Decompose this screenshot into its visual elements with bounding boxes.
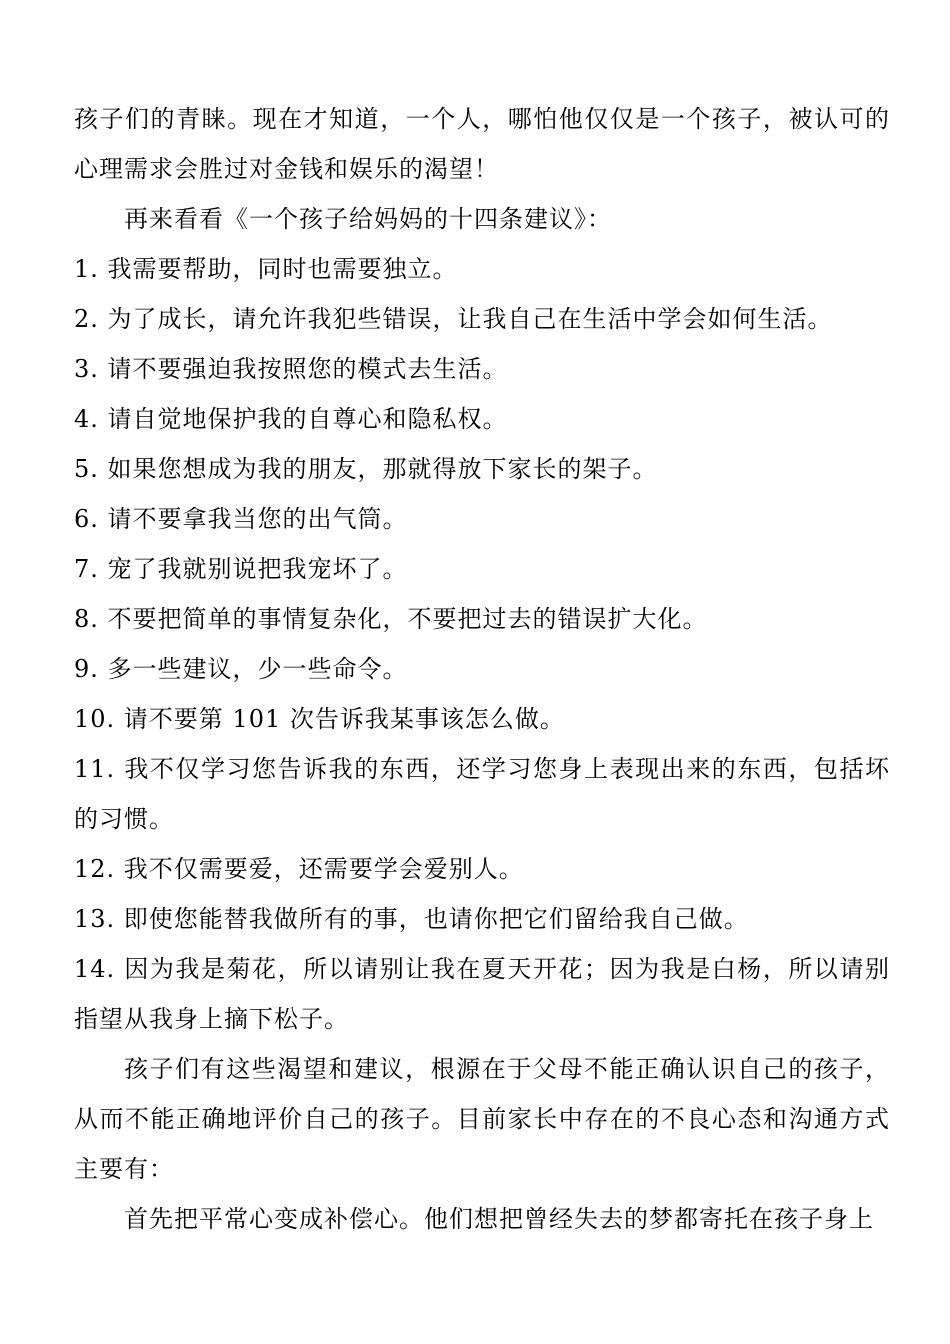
intro-paragraph: 孩子们的青睐。现在才知道，一个人，哪怕他仅仅是一个孩子，被认可的心理需求会胜过对金钱和娱乐的渴望！ xyxy=(74,105,890,183)
list-item: 3. 请不要强迫我按照您的模式去生活。 xyxy=(74,355,508,383)
list-item: 12. 我不仅需要爱，还需要学会爱别人。 xyxy=(74,855,524,883)
first-point-paragraph: 首先把平常心变成补偿心。他们想把曾经失去的梦都寄托在孩子身上 xyxy=(124,1205,874,1233)
list-item: 10. 请不要第 101 次告诉我某事该怎么做。 xyxy=(74,705,565,733)
suggestions-heading: 再来看看《一个孩子给妈妈的十四条建议》： xyxy=(124,205,612,233)
list-item: 1. 我需要帮助，同时也需要独立。 xyxy=(74,255,458,283)
list-item: 4. 请自觉地保护我的自尊心和隐私权。 xyxy=(74,405,508,433)
list-item: 13. 即使您能替我做所有的事，也请你把它们留给我自己做。 xyxy=(74,905,749,933)
conclusion-paragraph: 孩子们有这些渴望和建议，根源在于父母不能正确认识自己的孩子，从而不能正确地评价自己的孩子。目前家长中存在的不良心态和沟通方式主要有： xyxy=(74,1055,890,1183)
list-item: 8. 不要把简单的事情复杂化，不要把过去的错误扩大化。 xyxy=(74,605,708,633)
list-item: 11. 我不仅学习您告诉我的东西，还学习您身上表现出来的东西，包括坏的习惯。 xyxy=(74,755,890,833)
document-body xyxy=(74,94,890,1244)
suggestions-list xyxy=(74,244,890,1044)
list-item: 9. 多一些建议，少一些命令。 xyxy=(74,655,408,683)
list-item: 6. 请不要拿我当您的出气筒。 xyxy=(74,505,408,533)
list-item: 14. 因为我是菊花，所以请别让我在夏天开花；因为我是白杨，所以请别指望从我身上摘下松子。 xyxy=(74,955,890,1033)
list-item: 7. 宠了我就别说把我宠坏了。 xyxy=(74,555,408,583)
list-item: 2. 为了成长，请允许我犯些错误，让我自己在生活中学会如何生活。 xyxy=(74,305,833,333)
list-item: 5. 如果您想成为我的朋友，那就得放下家长的架子。 xyxy=(74,455,658,483)
